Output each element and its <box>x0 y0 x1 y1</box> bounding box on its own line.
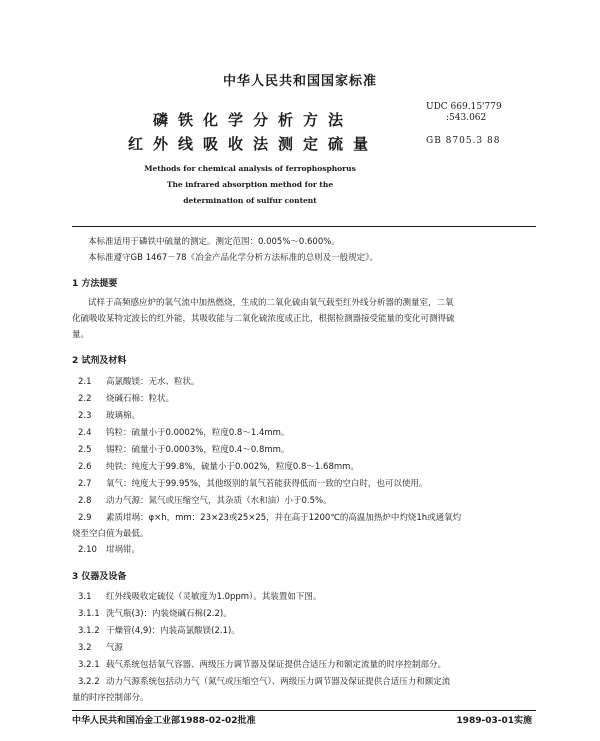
list-item: 3.2 气源 <box>78 643 124 653</box>
list-item: 2.8 动力气源：氮气或压缩空气，其杂质（水和油）小于0.5%。 <box>78 496 332 506</box>
implementation-date: 1989-03-01实施 <box>456 716 532 726</box>
section-3-heading: 3 仪器及设备 <box>72 572 127 582</box>
list-item: 2.6 纯铁：纯度大于99.8%，硫量小于0.002%，粒度0.8～1.68mm。 <box>78 462 359 472</box>
list-item-continuation: 量的时序控制部分。 <box>72 693 149 703</box>
header-divider <box>72 226 536 227</box>
section-1-line-2: 化硫吸收某特定波长的红外能，其吸收能与二氧化硫浓度成正比，根据检测器接受能量的变化可测得硫 <box>72 314 455 324</box>
national-standard-label: 中华人民共和国国家标准 <box>222 74 377 89</box>
list-item: 3.1 红外线吸收定硫仪（灵敏度为1.0ppm）。其装置如下图。 <box>78 592 322 602</box>
intro-paragraph-2: 本标准遵守GB 1467－78《冶金产品化学分析方法标准的总则及一般规定》。 <box>88 253 378 263</box>
list-item: 2.10 坩埚钳。 <box>78 545 141 555</box>
section-1-line-3: 量。 <box>72 330 90 340</box>
section-1-line-1: 试样于高频感应炉的氧气流中加热燃烧，生成的二氧化硫由氧气载至红外线分析器的测量室，二氧 <box>88 298 454 308</box>
list-item: 3.2.1 载气系统包括氧气容器、两级压力调节器及保证提供合适压力和额定流量的时序控制部分。 <box>78 660 447 670</box>
title-line-2: 红外线吸收法测定硫量 <box>127 135 378 153</box>
intro-paragraph-1: 本标准适用于磷铁中硫量的测定。测定范围：0.005%～0.600%。 <box>88 237 340 247</box>
list-item: 3.2.2 动力气源系统包括动力气（氮气或压缩空气）、两级压力调节器及保证提供合适压力和额定流 <box>78 677 451 687</box>
udc-code-continued: :543.062 <box>446 113 487 123</box>
list-item: 2.9 素质坩埚：φ×h，mm：23×23或25×25，并在高于1200℃的高温加热炉中灼烧1h或通氧灼 <box>78 513 462 523</box>
list-item: 2.1 高氯酸镁：无水、粒状。 <box>78 377 200 387</box>
section-1-heading: 1 方法提要 <box>72 279 118 289</box>
title-line-1: 磷铁化学分析方法 <box>152 111 353 129</box>
list-item: 3.1.2 干燥管(4,9)：内装高氯酸镁(2.1)。 <box>78 626 240 636</box>
list-item: 2.2 烧碱石棉：粒状。 <box>78 394 175 404</box>
section-2-heading: 2 试剂及材料 <box>72 356 127 366</box>
list-item-continuation: 烧至空白值为最低。 <box>72 529 149 539</box>
english-title-3: determination of sulfur content <box>183 196 317 205</box>
english-title-2: The infrared absorption method for the <box>166 180 334 189</box>
list-item: 2.7 氧气：纯度大于99.95%，其他级别的氧气若能获得低而一致的空白时，也可以使用。 <box>78 479 428 489</box>
gb-number: GB 8705.3 88 <box>426 136 501 146</box>
list-item: 3.1.1 洗气瓶(3)：内装烧碱石棉(2.2)。 <box>78 609 232 619</box>
approval-note: 中华人民共和国冶金工业部1988-02-02批准 <box>72 716 256 726</box>
list-item: 2.5 锡粒：硫量小于0.0003%，粒度0.4～0.8mm。 <box>78 445 290 455</box>
list-item: 2.4 钨粒：硫量小于0.0002%，粒度0.8～1.4mm。 <box>78 428 290 438</box>
footer-divider <box>72 710 536 711</box>
list-item: 2.3 玻璃棉。 <box>78 411 141 421</box>
english-title-1: Methods for chemical analysis of ferrophosphorus <box>144 164 356 173</box>
udc-code: UDC 669.15'779 <box>426 102 502 112</box>
